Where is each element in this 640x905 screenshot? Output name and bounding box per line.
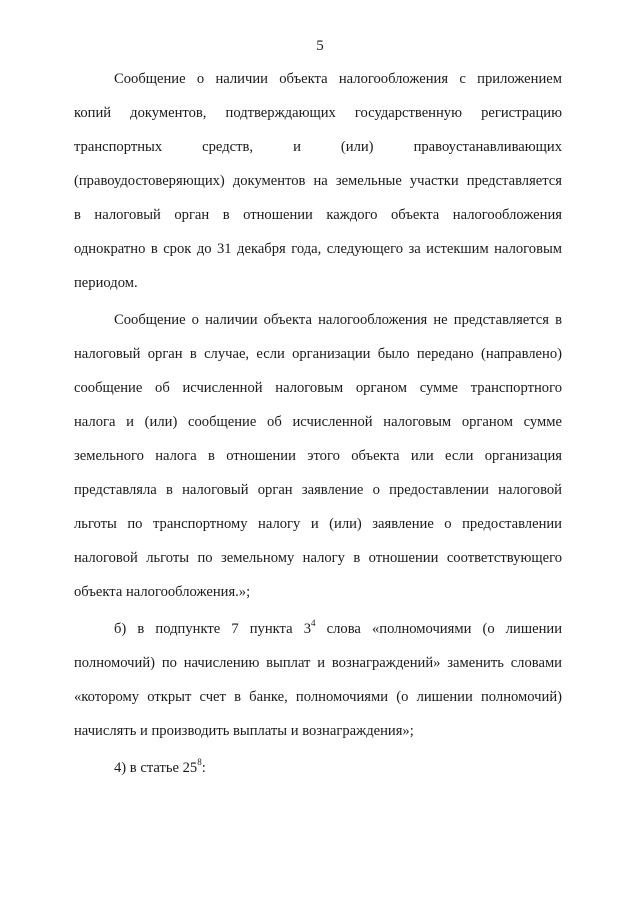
text-run: б) в подпункте 7 пункта 3 — [114, 621, 312, 637]
text-run: : — [201, 760, 206, 776]
text-line: налоговый орган в случае, если организации было передано (направлено) — [74, 346, 562, 362]
text-line: Сообщение о наличии объекта налогообложения с приложением — [114, 71, 562, 87]
text-line: однократно в срок до 31 декабря года, следующего за истекшим налоговым — [74, 241, 562, 257]
text-line: земельного налога в отношении этого объекта или если организация — [74, 448, 562, 464]
text-line: налога и (или) сообщение об исчисленной налоговым органом сумме — [74, 414, 562, 430]
text-line — [74, 751, 562, 785]
text-line: копий документов, подтверждающих государственную регистрацию — [74, 105, 562, 121]
text-line: Сообщение о наличии объекта налогообложения не представляется в — [114, 312, 562, 328]
paragraph — [74, 751, 562, 785]
text-run: 4) в статье 25 — [114, 760, 198, 776]
text-line: (правоудостоверяющих) документов на земельные участки представляется — [74, 173, 562, 189]
paragraph — [74, 303, 562, 609]
text-line: льготы по транспортному налогу и (или) заявление о предоставлении — [74, 516, 562, 532]
superscript: 4 — [311, 618, 316, 629]
paragraph — [74, 612, 562, 748]
page-number: 5 — [316, 38, 324, 54]
text-line: полномочий) по начислению выплат и вознаграждений» заменить словами — [74, 655, 562, 671]
text-line: налоговой льготы по земельному налогу в отношении соответствующего — [74, 550, 562, 566]
text-line — [74, 612, 562, 646]
text-line: транспортных средств, и (или) правоустанавливающих — [74, 139, 562, 155]
text-line: периодом. — [74, 275, 138, 291]
text-line: представляла в налоговый орган заявление о предоставлении налоговой — [74, 482, 562, 498]
text-line: начислять и производить выплаты и вознаграждения»; — [74, 723, 414, 739]
paragraph — [74, 62, 562, 300]
document-body — [74, 62, 562, 785]
text-line: «которому открыт счет в банке, полномочиями (о лишении полномочий) — [74, 689, 562, 705]
text-run: слова «полномочиями (о лишении — [315, 621, 563, 637]
text-line: сообщение об исчисленной налоговым органом сумме транспортного — [74, 380, 562, 396]
text-line: объекта налогообложения.»; — [74, 584, 251, 600]
text-line: в налоговый орган в отношении каждого объекта налогообложения — [74, 207, 562, 223]
superscript: 8 — [197, 757, 202, 768]
